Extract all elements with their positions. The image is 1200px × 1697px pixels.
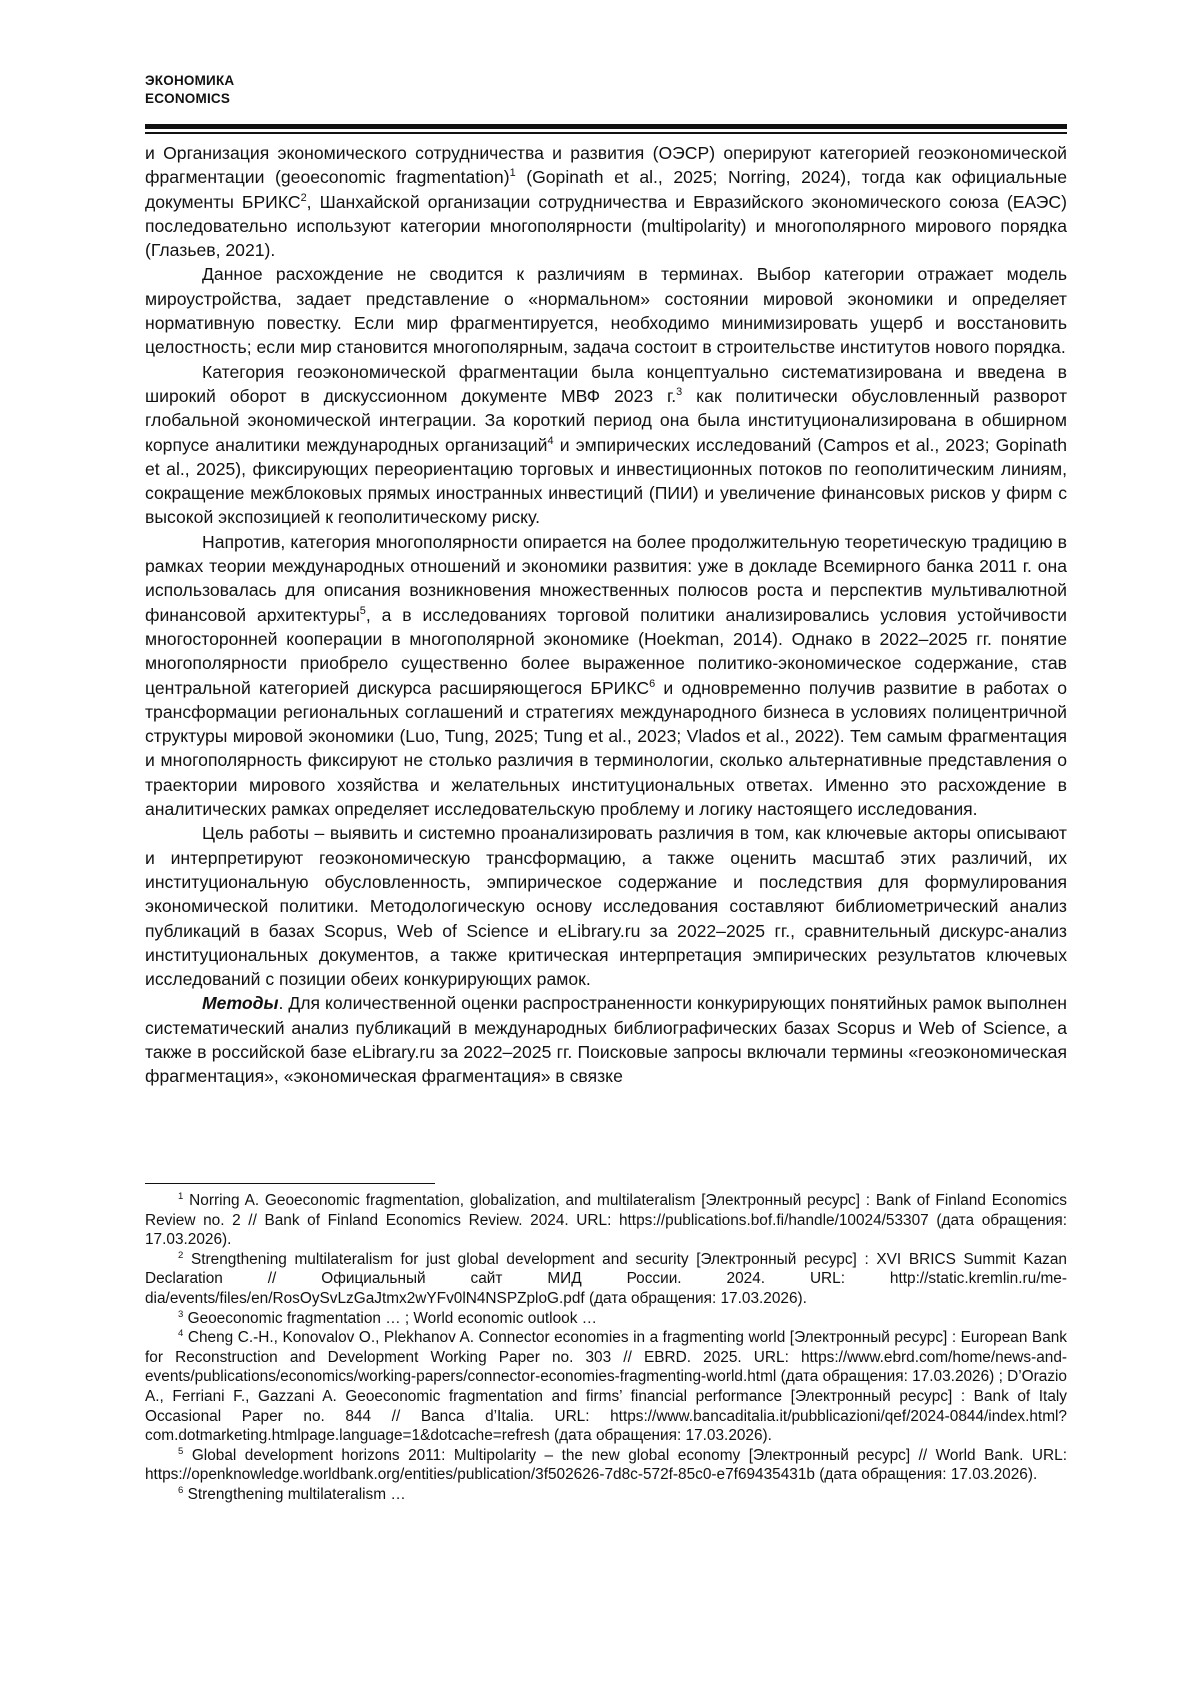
article-body: [145, 141, 1067, 1089]
footnote-6: $^6$ Strengthening multilateralism …: [178, 1484, 406, 1503]
methods-heading: Методы: [202, 993, 279, 1014]
paragraph-1: и Организация экономического сотрудничества и развития (ОЭСР) оперируют категорией геоэкономической фрагментации (geoeconomic fragmentation)$^1$ (Gopinath et al., 2025; Norring, 2024), тогда как официальные документы БРИКС$^2$, Шанхайской организации сотрудничества и Евразийского экономического союза (ЕАЭС) последовательно используют категории многополярности (multipolarity) и многополярного мирового порядка (Глазьев, 2021).: [145, 143, 1067, 261]
footnote-3: $^3$ Geoeconomic fragmentation … ; World economic outlook …: [178, 1308, 598, 1327]
footnote-ref-3[interactable]: 3: [676, 386, 683, 399]
footnote-1: $^1$ Norring A. Geoeconomic fragmentation, globalization, and multilateralism [Электронный ресурс] : Bank of Finland Economics Review no. 2 // Bank of Finland Economics Review. 2024. URL: https://publications.bof.fi/handle/10024/53307 (дата обращения: 17.03.2026).: [145, 1190, 1067, 1249]
footnote-separator: [145, 1183, 435, 1184]
header-rule-thin: [145, 132, 1067, 134]
footnotes: [145, 1191, 1067, 1505]
paragraph-2: Данное расхождение не сводится к различиям в терминах. Выбор категории отражает модель мироустройства, задает представление о «нормальном» состоянии мировой экономики и определяет нормативную повестку. Если мир фрагментируется, необходимо минимизировать ущерб и восстановить целостность; если мир становится многополярным, задача состоит в строительстве институтов нового порядка.: [145, 264, 1067, 358]
section-title-en: ECONOMICS: [145, 91, 231, 106]
section-title-ru: ЭКОНОМИКА: [145, 73, 235, 88]
running-head: [145, 72, 234, 108]
paragraph-5: Цель работы – выявить и системно проанализировать различия в том, как ключевые акторы описывают и интерпретируют геоэкономическую трансформацию, а также оценить масштаб этих различий, их институциональную обусловленность, эмпирическое содержание и последствия для формулирования экономической политики. Методологическую основу исследования составляют библиометрический анализ публикаций в базах Scopus, Web of Science и eLibrary.ru за 2022–2025 гг., сравнительный дискурс-анализ институциональных документов, а также критическая интерпретация эмпирических результатов ключевых исследований с позиции обеих конкурирующих рамок.: [145, 823, 1067, 990]
footnote-ref-4[interactable]: 4: [547, 434, 554, 447]
footnote-ref-6[interactable]: 6: [649, 677, 656, 690]
footnote-5: $^5$ Global development horizons 2011: Multipolarity – the new global economy [Электронный ресурс] // World Bank. URL: https://openknowledge.worldbank.org/entities/publication/3f502626-7d8c-572f-85c0-e7f69435431b (дата обращения: 17.03.2026).: [145, 1445, 1067, 1484]
header-rule-thick: [145, 124, 1067, 129]
footnote-ref-2[interactable]: 2: [300, 191, 307, 204]
paragraph-3: Категория геоэкономической фрагментации была концептуально систематизирована и введена в широкий оборот в дискуссионном документе МВФ 2023 г.$^3$ как политически обусловленный разворот глобальной экономической интеграции. За короткий период она была институционализирована в обширном корпусе аналитики международных организаций$^4$ и эмпирических исследований (Campos et al., 2023; Gopinath et al., 2025), фиксирующих переориентацию торговых и инвестиционных потоков по геополитическим линиям, сокращение межблоковых прямых иностранных инвестиций (ПИИ) и увеличение финансовых рисков у фирм с высокой экспозицией к геополитическому риску.: [145, 361, 1068, 528]
footnote-ref-1[interactable]: 1: [509, 167, 516, 180]
footnote-ref-5[interactable]: 5: [359, 604, 366, 617]
footnote-2: $^2$ Strengthening multilateralism for just global development and security [Электронный ресурс] : XVI BRICS Summit Kazan Declaration // Официальный сайт МИД России. 2024. URL: http://static.kremlin.ru/media/events/files/en/RosOySvLzGaJtmx2wYFv0lN4NSPZploG.pdf (дата обращения: 17.03.2026).: [145, 1249, 1067, 1307]
footnote-4: $^4$ Cheng C.-H., Konovalov O., Plekhanov A. Connector economies in a fragmenting world [Электронный ресурс] : European Bank for Reconstruction and Development Working Paper no. 303 // EBRD. 2025. URL: https://www.ebrd.com/home/news-and-events/publications/economics/working-papers/connector-economies-fragmenting-world.html (дата обращения: 17.03.2026) ; D’Orazio A., Ferriani F., Gazzani A. Geoeconomic fragmentation and firms’ financial performance [Электронный ресурс] : Bank of Italy Occasional Paper no. 844 // Banca d’Italia. URL: https://www.bancaditalia.it/pubblicazioni/qef/2024-0844/index.html?com.dotmarketing.htmlpage.language=1&dotcache=refresh (дата обращения: 17.03.2026).: [145, 1328, 1068, 1445]
paragraph-4: Напротив, категория многополярности опирается на более продолжительную теоретическую традицию в рамках теории международных отношений и экономики развития: уже в докладе Всемирного банка 2011 г. она использовалась для описания возникновения множественных полюсов роста и перспектив мультивалютной финансовой архитектуры$^5$, а в исследованиях торговой политики анализировались условия устойчивости многосторонней кооперации в многополярной экономике (Hoekman, 2014). Однако в 2022–2025 гг. понятие многополярности приобрело существенно более выраженное политико-экономическое содержание, став центральной категорией дискурса расширяющегося БРИКС$^6$ и одновременно получив развитие в работах о трансформации региональных соглашений и стратегиях международного бизнеса в условиях полицентричной структуры мировой экономики (Luo, Tung, 2025; Tung et al., 2023; Vlados et al., 2022). Тем самым фрагментация и многополярность фиксируют не столько различия в терминологии, сколько альтернативные представления о траектории мирового хозяйства и желательных институциональных ответах. Именно это расхождение в аналитических рамках определяет исследовательскую проблему и логику настоящего исследования.: [145, 531, 1067, 820]
paragraph-methods: Методы. Для количественной оценки распространенности конкурирующих понятийных рамок выполнен систематический анализ публикаций в международных библиографических базах Scopus и Web of Science, а также в российской базе eLibrary.ru за 2022–2025 гг. Поисковые запросы включали термины «геоэкономическая фрагментация», «экономическая фрагментация» в связке: [145, 993, 1067, 1087]
